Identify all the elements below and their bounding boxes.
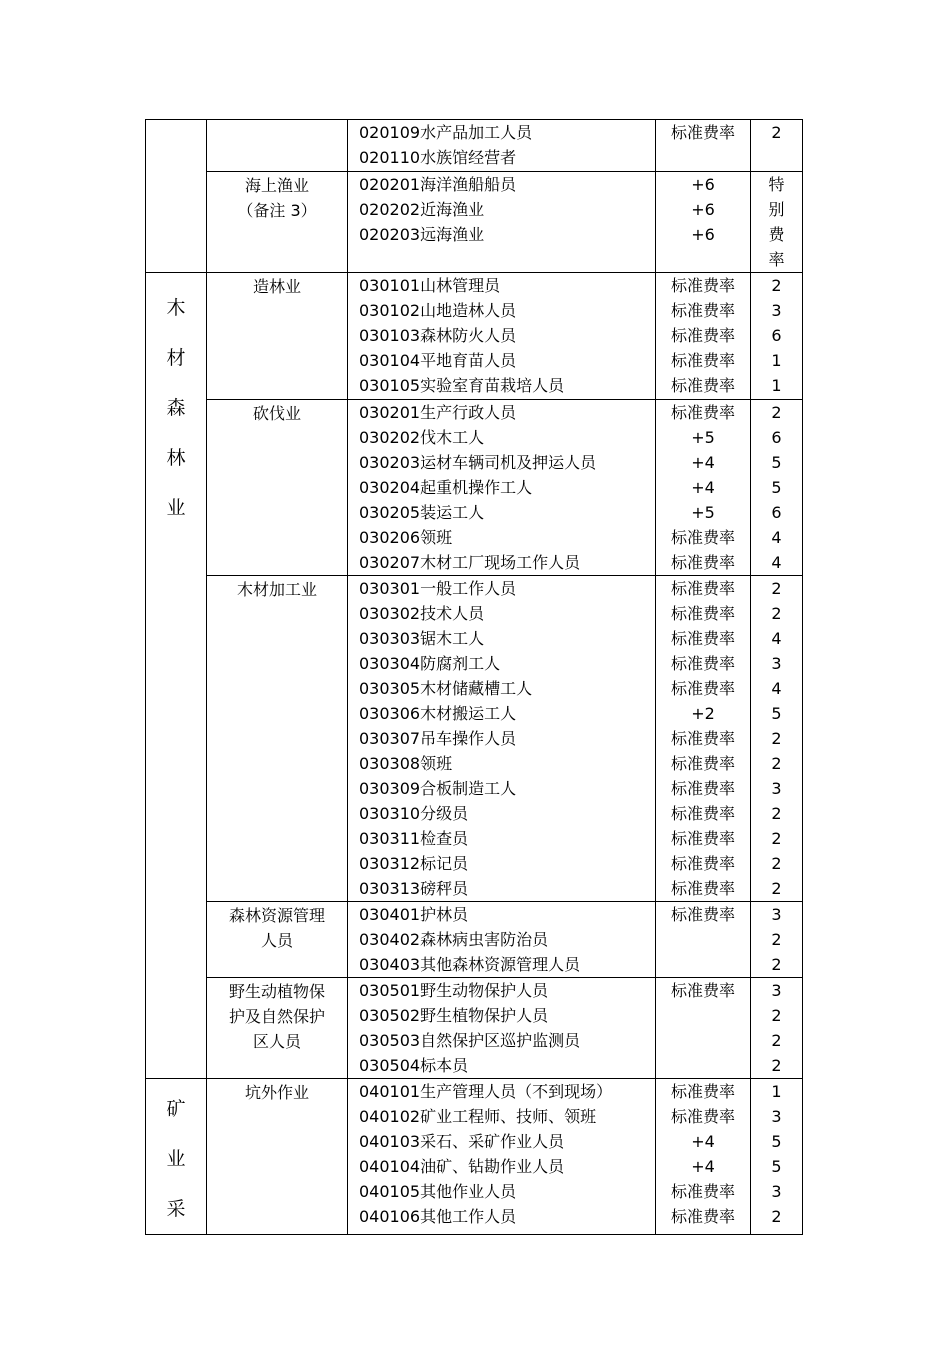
special-rate-char: 别 <box>768 200 785 219</box>
occupation-code: 030306 <box>359 704 421 723</box>
occupation-line <box>348 1104 655 1129</box>
occupation-name: 森林病虫害防治员 <box>420 930 549 949</box>
occupation-name: 平地育苗人员 <box>420 351 517 370</box>
occupation-cell <box>348 273 656 400</box>
occupation-line <box>348 952 655 977</box>
occupation-line <box>348 120 655 145</box>
occupation-code: 030313 <box>359 879 421 898</box>
level-value: 2 <box>771 123 782 142</box>
rate-value: 标准费率 <box>670 779 735 798</box>
level-value: 3 <box>771 1182 782 1201</box>
rate-value: 标准费率 <box>670 754 735 773</box>
group-row <box>146 1079 803 1235</box>
rate-value <box>656 1028 750 1053</box>
group-row <box>146 120 803 172</box>
level-value <box>751 145 802 170</box>
rate-cell <box>656 978 751 1079</box>
group-row <box>146 273 803 400</box>
category-char: 业 <box>166 1148 186 1170</box>
level-cell <box>751 273 803 400</box>
occupation-name: 矿业工程师、技师、领班 <box>420 1107 597 1126</box>
subcategory-label: 海上渔业 <box>244 176 309 195</box>
occupation-line <box>348 525 655 550</box>
occupation-line <box>348 323 655 348</box>
level-value: 2 <box>771 829 782 848</box>
level-value: 3 <box>771 301 782 320</box>
level-value: 2 <box>771 930 782 949</box>
level-cell <box>751 400 803 576</box>
level-value: 5 <box>771 1132 782 1151</box>
occupation-name: 防腐剂工人 <box>420 654 501 673</box>
level-value: 2 <box>771 729 782 748</box>
occupation-code: 020110 <box>359 148 421 167</box>
rate-value <box>656 952 750 977</box>
occupation-code: 040101 <box>359 1082 421 1101</box>
rate-value: 标准费率 <box>670 604 735 623</box>
occupation-line <box>348 1129 655 1154</box>
occupation-code: 040103 <box>359 1132 421 1151</box>
occupation-line <box>348 851 655 876</box>
occupation-code: 030503 <box>359 1031 421 1050</box>
group-row <box>146 902 803 978</box>
rate-cell <box>656 400 751 576</box>
level-value: 2 <box>771 579 782 598</box>
level-cell <box>751 576 803 902</box>
rate-value: 标准费率 <box>670 804 735 823</box>
occupation-code: 030101 <box>359 276 421 295</box>
group-row <box>146 978 803 1079</box>
occupation-code: 030310 <box>359 804 421 823</box>
occupation-line <box>348 450 655 475</box>
rate-value: 标准费率 <box>670 301 735 320</box>
occupation-name: 护林员 <box>420 905 469 924</box>
rate-cell <box>656 120 751 172</box>
level-value: 2 <box>771 754 782 773</box>
subcategory-label: 坑外作业 <box>244 1083 309 1102</box>
rate-value: +4 <box>691 478 715 497</box>
rate-cell <box>656 1079 751 1235</box>
table-body <box>146 120 803 1235</box>
rate-value <box>656 145 750 170</box>
occupation-line <box>348 197 655 222</box>
occupation-name: 检查员 <box>420 829 469 848</box>
occupation-code: 040105 <box>359 1182 421 1201</box>
occupation-name: 其他工作人员 <box>420 1207 517 1226</box>
level-value: 4 <box>771 629 782 648</box>
rate-value: +6 <box>691 200 715 219</box>
special-rate-char: 费 <box>768 225 785 244</box>
occupation-code: 030103 <box>359 326 421 345</box>
rate-value: 标准费率 <box>670 854 735 873</box>
level-value: 1 <box>771 351 782 370</box>
subcategory-label: （备注 3） <box>237 201 317 220</box>
occupation-code: 030308 <box>359 754 421 773</box>
occupation-name: 其他森林资源管理人员 <box>420 955 581 974</box>
occupation-line <box>348 298 655 323</box>
level-cell <box>751 120 803 172</box>
occupation-name: 分级员 <box>420 804 469 823</box>
occupation-name: 木材储藏槽工人 <box>420 679 533 698</box>
occupation-code: 020109 <box>359 123 421 142</box>
occupation-line <box>348 876 655 901</box>
occupation-cell <box>348 400 656 576</box>
subcategory-label: 森林资源管理 <box>228 906 325 925</box>
occupation-line <box>348 1204 655 1229</box>
level-value: 3 <box>771 1107 782 1126</box>
rate-value: 标准费率 <box>670 276 735 295</box>
occupation-name: 标本员 <box>420 1056 469 1075</box>
occupation-code: 030206 <box>359 528 421 547</box>
occupation-cell <box>348 978 656 1079</box>
rate-cell <box>656 902 751 978</box>
occupation-line <box>348 726 655 751</box>
occupation-code: 030305 <box>359 679 421 698</box>
occupation-name: 磅秤员 <box>420 879 469 898</box>
level-value: 2 <box>771 879 782 898</box>
occupation-name: 装运工人 <box>420 503 485 522</box>
occupation-line <box>348 978 655 1003</box>
occupation-name: 标记员 <box>420 854 469 873</box>
category-char: 木 <box>166 297 186 319</box>
rate-value: +2 <box>691 704 715 723</box>
level-cell <box>751 1079 803 1235</box>
level-value: 2 <box>771 604 782 623</box>
rate-cell <box>656 576 751 902</box>
occupation-line <box>348 1053 655 1078</box>
special-rate-char: 率 <box>768 250 785 269</box>
occupation-name: 野生植物保护人员 <box>420 1006 549 1025</box>
rate-value: 标准费率 <box>670 905 735 924</box>
occupation-code: 030309 <box>359 779 421 798</box>
occupation-name: 近海渔业 <box>420 200 485 219</box>
rate-value <box>656 1003 750 1028</box>
occupation-line <box>348 348 655 373</box>
occupation-code: 030504 <box>359 1056 421 1075</box>
level-value: 3 <box>771 779 782 798</box>
occupation-name: 水族馆经营者 <box>420 148 517 167</box>
occupation-code: 030304 <box>359 654 421 673</box>
rate-value: 标准费率 <box>670 326 735 345</box>
rate-value: +4 <box>691 1132 715 1151</box>
level-value: 3 <box>771 981 782 1000</box>
level-cell <box>751 978 803 1079</box>
level-value: 3 <box>771 905 782 924</box>
rate-value: 标准费率 <box>670 1082 735 1101</box>
rate-value <box>656 927 750 952</box>
subcategory-label: 护及自然保护 <box>228 1007 325 1026</box>
rate-value: 标准费率 <box>670 403 735 422</box>
occupation-cell <box>348 902 656 978</box>
occupation-code: 030502 <box>359 1006 421 1025</box>
level-value: 4 <box>771 553 782 572</box>
category-char: 林 <box>166 447 186 469</box>
level-value: 5 <box>771 704 782 723</box>
category-char: 采 <box>166 1198 186 1220</box>
level-value: 6 <box>771 503 782 522</box>
rate-value: 标准费率 <box>670 123 735 142</box>
occupation-code: 030202 <box>359 428 421 447</box>
occupation-line <box>348 373 655 398</box>
rate-value: 标准费率 <box>670 1182 735 1201</box>
occupation-name: 领班 <box>420 528 453 547</box>
rate-value: 标准费率 <box>670 1207 735 1226</box>
subcategory-cell <box>207 576 348 902</box>
occupation-line <box>348 576 655 601</box>
occupation-line <box>348 1179 655 1204</box>
occupation-name: 其他作业人员 <box>420 1182 517 1201</box>
rate-cell <box>656 172 751 273</box>
occupation-name: 运材车辆司机及押运人员 <box>420 453 597 472</box>
subcategory-cell <box>207 172 348 273</box>
category-char: 材 <box>166 347 186 369</box>
rate-value: 标准费率 <box>670 879 735 898</box>
subcategory-cell <box>207 978 348 1079</box>
subcategory-label: 砍伐业 <box>252 404 301 423</box>
occupation-code: 030402 <box>359 930 421 949</box>
level-value: 1 <box>771 376 782 395</box>
occupation-cell <box>348 172 656 273</box>
subcategory-cell <box>207 902 348 978</box>
occupation-name: 采石、采矿作业人员 <box>420 1132 565 1151</box>
category-cell <box>146 120 207 273</box>
occupation-code: 030501 <box>359 981 421 1000</box>
subcategory-cell <box>207 120 348 172</box>
occupation-name: 油矿、钻勘作业人员 <box>420 1157 565 1176</box>
occupation-cell <box>348 1079 656 1235</box>
occupation-name: 一般工作人员 <box>420 579 517 598</box>
occupation-code: 030105 <box>359 376 421 395</box>
level-cell <box>751 172 803 273</box>
occupation-code: 030204 <box>359 478 421 497</box>
occupation-line <box>348 172 655 197</box>
rate-value: 标准费率 <box>670 729 735 748</box>
occupation-line <box>348 1154 655 1179</box>
occupation-line <box>348 601 655 626</box>
occupation-line <box>348 550 655 575</box>
level-value: 6 <box>771 428 782 447</box>
occupation-code: 040104 <box>359 1157 421 1176</box>
rate-value: +5 <box>691 503 715 522</box>
occupation-name: 伐木工人 <box>420 428 485 447</box>
level-value: 2 <box>771 955 782 974</box>
occupation-name: 远海渔业 <box>420 225 485 244</box>
occupation-line <box>348 222 655 247</box>
occupation-line <box>348 651 655 676</box>
rate-value: 标准费率 <box>670 829 735 848</box>
occupation-code: 030301 <box>359 579 421 598</box>
occupation-line <box>348 400 655 425</box>
rate-value: 标准费率 <box>670 579 735 598</box>
occupation-code: 040106 <box>359 1207 421 1226</box>
level-value: 2 <box>771 1207 782 1226</box>
rate-value: 标准费率 <box>670 981 735 1000</box>
occupation-code: 030104 <box>359 351 421 370</box>
occupation-name: 技术人员 <box>420 604 485 623</box>
occupation-code: 020201 <box>359 175 421 194</box>
level-value: 2 <box>771 1056 782 1075</box>
subcategory-label: 造林业 <box>252 277 301 296</box>
rate-value: 标准费率 <box>670 376 735 395</box>
occupation-line <box>348 1028 655 1053</box>
level-cell <box>751 902 803 978</box>
occupation-name: 海洋渔船船员 <box>420 175 517 194</box>
rate-value: +6 <box>691 225 715 244</box>
occupation-name: 生产管理人员（不到现场） <box>420 1082 613 1101</box>
occupation-name: 水产品加工人员 <box>420 123 533 142</box>
occupation-code: 030401 <box>359 905 421 924</box>
occupation-name: 森林防火人员 <box>420 326 517 345</box>
rate-value: 标准费率 <box>670 351 735 370</box>
rate-value <box>656 1053 750 1078</box>
rate-cell <box>656 273 751 400</box>
group-row <box>146 172 803 273</box>
occupation-line <box>348 927 655 952</box>
level-value: 4 <box>771 679 782 698</box>
group-row <box>146 576 803 902</box>
category-char: 业 <box>166 497 186 519</box>
category-cell <box>146 1079 207 1235</box>
level-value: 6 <box>771 326 782 345</box>
subcategory-cell <box>207 273 348 400</box>
category-char: 矿 <box>166 1098 186 1120</box>
occupation-line <box>348 902 655 927</box>
subcategory-cell <box>207 1079 348 1235</box>
special-rate-char: 特 <box>768 175 785 194</box>
level-value: 2 <box>771 1006 782 1025</box>
occupation-cell <box>348 120 656 172</box>
occupation-code: 030203 <box>359 453 421 472</box>
category-cell <box>146 273 207 1079</box>
rate-value: 标准费率 <box>670 528 735 547</box>
occupation-line <box>348 751 655 776</box>
level-value: 2 <box>771 1031 782 1050</box>
level-value: 2 <box>771 276 782 295</box>
occupation-name: 起重机操作工人 <box>420 478 533 497</box>
occupation-name: 吊车操作人员 <box>420 729 517 748</box>
rate-value: +5 <box>691 428 715 447</box>
occupation-line <box>348 145 655 170</box>
level-value: 5 <box>771 478 782 497</box>
occupation-name: 锯木工人 <box>420 629 485 648</box>
rate-value: +4 <box>691 1157 715 1176</box>
level-value: 1 <box>771 1082 782 1101</box>
rate-value: 标准费率 <box>670 553 735 572</box>
rate-value: 标准费率 <box>670 654 735 673</box>
occupation-line <box>348 826 655 851</box>
rate-value: 标准费率 <box>670 1107 735 1126</box>
subcategory-cell <box>207 400 348 576</box>
subcategory-label: 区人员 <box>252 1032 301 1051</box>
occupation-code: 030102 <box>359 301 421 320</box>
occupation-code: 030207 <box>359 553 421 572</box>
occupation-line <box>348 701 655 726</box>
occupation-code: 030311 <box>359 829 421 848</box>
occupation-code: 030303 <box>359 629 421 648</box>
occupation-line <box>348 475 655 500</box>
occupation-name: 生产行政人员 <box>420 403 517 422</box>
category-char: 森 <box>166 397 186 419</box>
occupation-name: 合板制造工人 <box>420 779 517 798</box>
occupation-name: 山地造林人员 <box>420 301 517 320</box>
occupation-table <box>145 119 803 1235</box>
occupation-code: 040102 <box>359 1107 421 1126</box>
occupation-code: 030307 <box>359 729 421 748</box>
level-value: 2 <box>771 854 782 873</box>
occupation-code: 030302 <box>359 604 421 623</box>
occupation-line <box>348 1003 655 1028</box>
occupation-line <box>348 1079 655 1104</box>
occupation-line <box>348 626 655 651</box>
occupation-name: 木材工厂现场工作人员 <box>420 553 581 572</box>
level-value: 4 <box>771 528 782 547</box>
rate-value: 标准费率 <box>670 679 735 698</box>
occupation-name: 领班 <box>420 754 453 773</box>
level-value: 5 <box>771 1157 782 1176</box>
occupation-code: 030403 <box>359 955 421 974</box>
occupation-line <box>348 676 655 701</box>
occupation-name: 山林管理员 <box>420 276 501 295</box>
rate-value: 标准费率 <box>670 629 735 648</box>
level-value: 2 <box>771 403 782 422</box>
occupation-name: 实验室育苗栽培人员 <box>420 376 565 395</box>
group-row <box>146 400 803 576</box>
occupation-line <box>348 425 655 450</box>
subcategory-label: 人员 <box>260 931 293 950</box>
subcategory-label: 木材加工业 <box>236 580 317 599</box>
occupation-name: 野生动物保护人员 <box>420 981 549 1000</box>
occupation-code: 020203 <box>359 225 421 244</box>
occupation-code: 030312 <box>359 854 421 873</box>
level-value: 3 <box>771 654 782 673</box>
occupation-cell <box>348 576 656 902</box>
occupation-line <box>348 273 655 298</box>
occupation-code: 020202 <box>359 200 421 219</box>
occupation-line <box>348 500 655 525</box>
occupation-code: 030201 <box>359 403 421 422</box>
level-value: 5 <box>771 453 782 472</box>
occupation-code: 030205 <box>359 503 421 522</box>
subcategory-label: 野生动植物保 <box>228 982 325 1001</box>
rate-value: +6 <box>691 175 715 194</box>
rate-value: +4 <box>691 453 715 472</box>
occupation-line <box>348 801 655 826</box>
occupation-name: 木材搬运工人 <box>420 704 517 723</box>
occupation-line <box>348 776 655 801</box>
level-value: 2 <box>771 804 782 823</box>
occupation-name: 自然保护区巡护监测员 <box>420 1031 581 1050</box>
